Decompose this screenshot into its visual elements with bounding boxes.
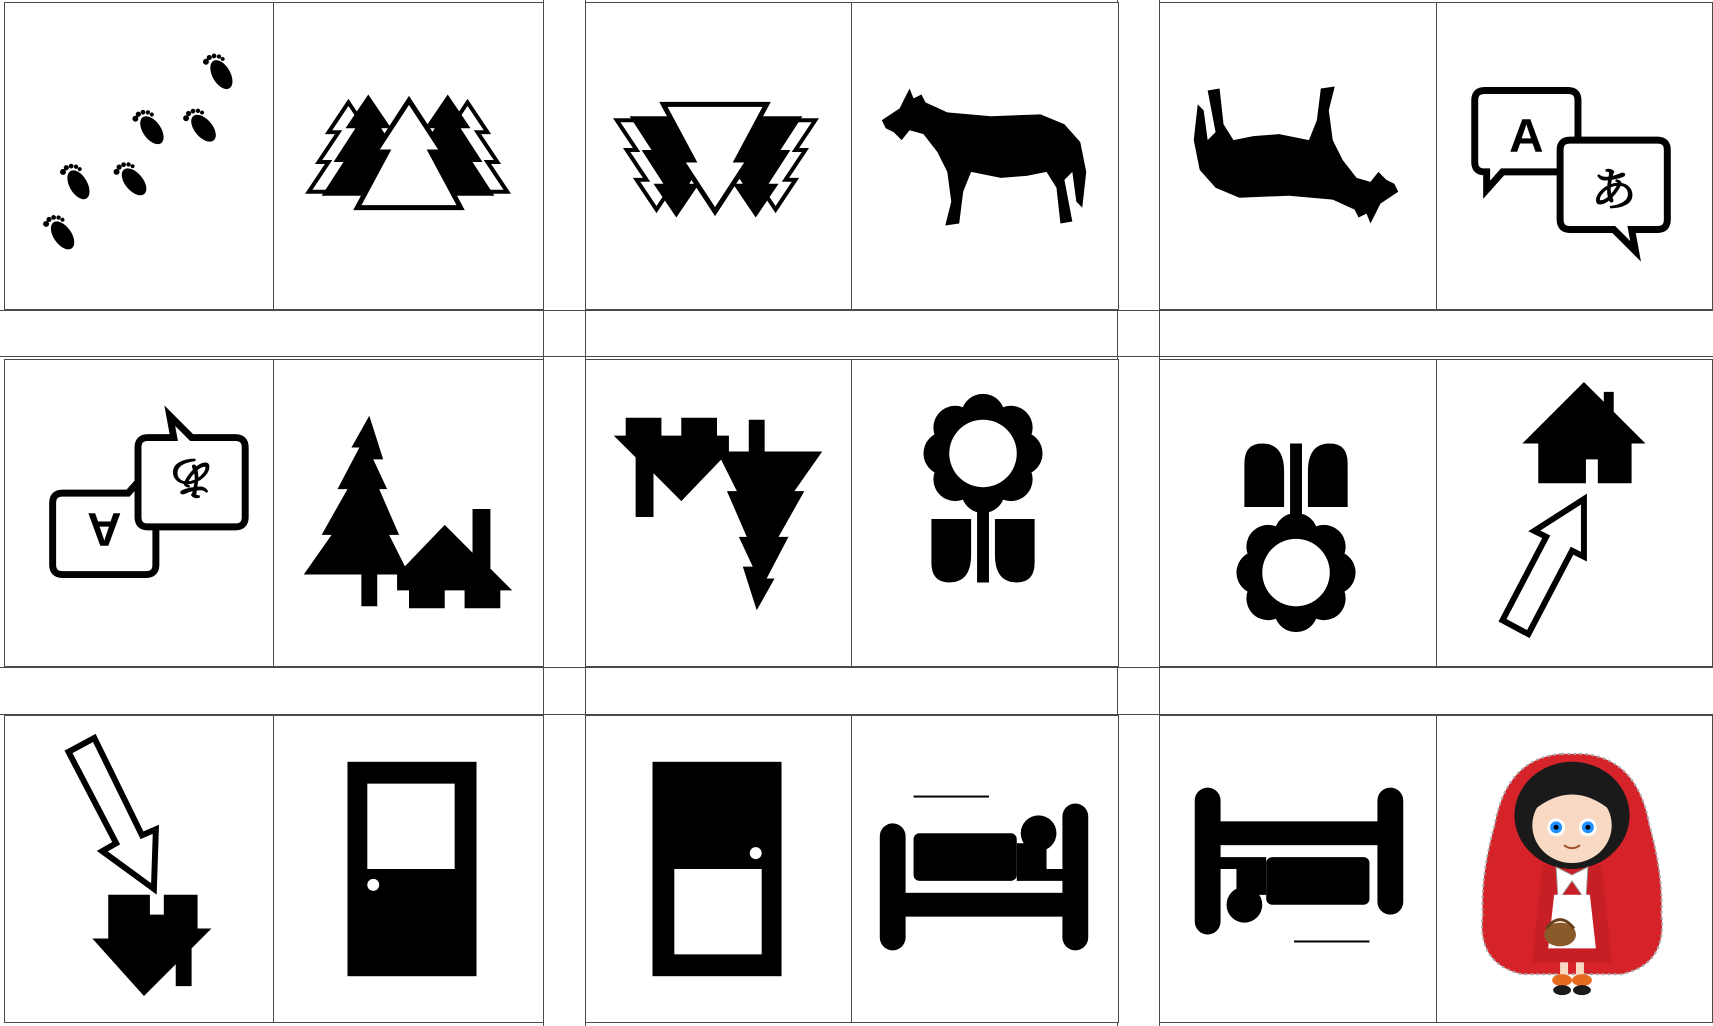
card-door[interactable] <box>273 715 544 1023</box>
letter-a-glyph: A <box>87 502 122 555</box>
card-footprints[interactable] <box>4 2 274 310</box>
translate-upside-down-icon <box>5 360 273 666</box>
arrow-to-house-icon <box>1437 360 1712 666</box>
door-upside-down-icon <box>586 716 851 1022</box>
flower-icon <box>852 360 1118 666</box>
bed-upside-down-icon <box>1160 716 1436 1022</box>
hiragana-a-glyph: あ <box>1590 163 1637 217</box>
tree-house-upside-down-icon <box>586 360 851 666</box>
row-divider <box>0 667 1713 668</box>
forest-upside-down-icon <box>586 3 851 309</box>
translate-icon <box>1437 3 1712 309</box>
row-divider <box>0 356 1713 357</box>
wolf-upside-down-icon <box>1160 3 1436 309</box>
card-wolf-upside-down[interactable] <box>1159 2 1437 310</box>
arrow-down-to-house-icon <box>5 716 273 1022</box>
card-little-red-riding-hood[interactable] <box>1436 715 1713 1023</box>
bed-icon <box>852 716 1118 1022</box>
tree-house-icon <box>274 360 543 666</box>
row-divider <box>0 310 1713 311</box>
card-door-upside-down[interactable] <box>585 715 852 1023</box>
door-icon <box>274 716 543 1022</box>
little-red-riding-hood-icon <box>1437 716 1712 1022</box>
card-flower[interactable] <box>851 359 1119 667</box>
card-forest[interactable] <box>273 2 544 310</box>
forest-icon <box>274 3 543 309</box>
card-tree-house[interactable] <box>273 359 544 667</box>
card-bed[interactable] <box>851 715 1119 1023</box>
card-bed-upside-down[interactable] <box>1159 715 1437 1023</box>
card-translate-upside-down[interactable] <box>4 359 274 667</box>
card-arrow-down-to-house[interactable] <box>4 715 274 1023</box>
hiragana-a-glyph: あ <box>168 450 215 504</box>
wolf-icon <box>852 3 1118 309</box>
card-forest-upside-down[interactable] <box>585 2 852 310</box>
card-arrow-to-house[interactable] <box>1436 359 1713 667</box>
footprints-icon <box>5 3 273 309</box>
card-tree-house-upside-down[interactable] <box>585 359 852 667</box>
card-flower-upside-down[interactable] <box>1159 359 1437 667</box>
card-translate[interactable] <box>1436 2 1713 310</box>
flower-upside-down-icon <box>1160 360 1436 666</box>
letter-a-glyph: A <box>1509 110 1544 164</box>
card-wolf[interactable] <box>851 2 1119 310</box>
